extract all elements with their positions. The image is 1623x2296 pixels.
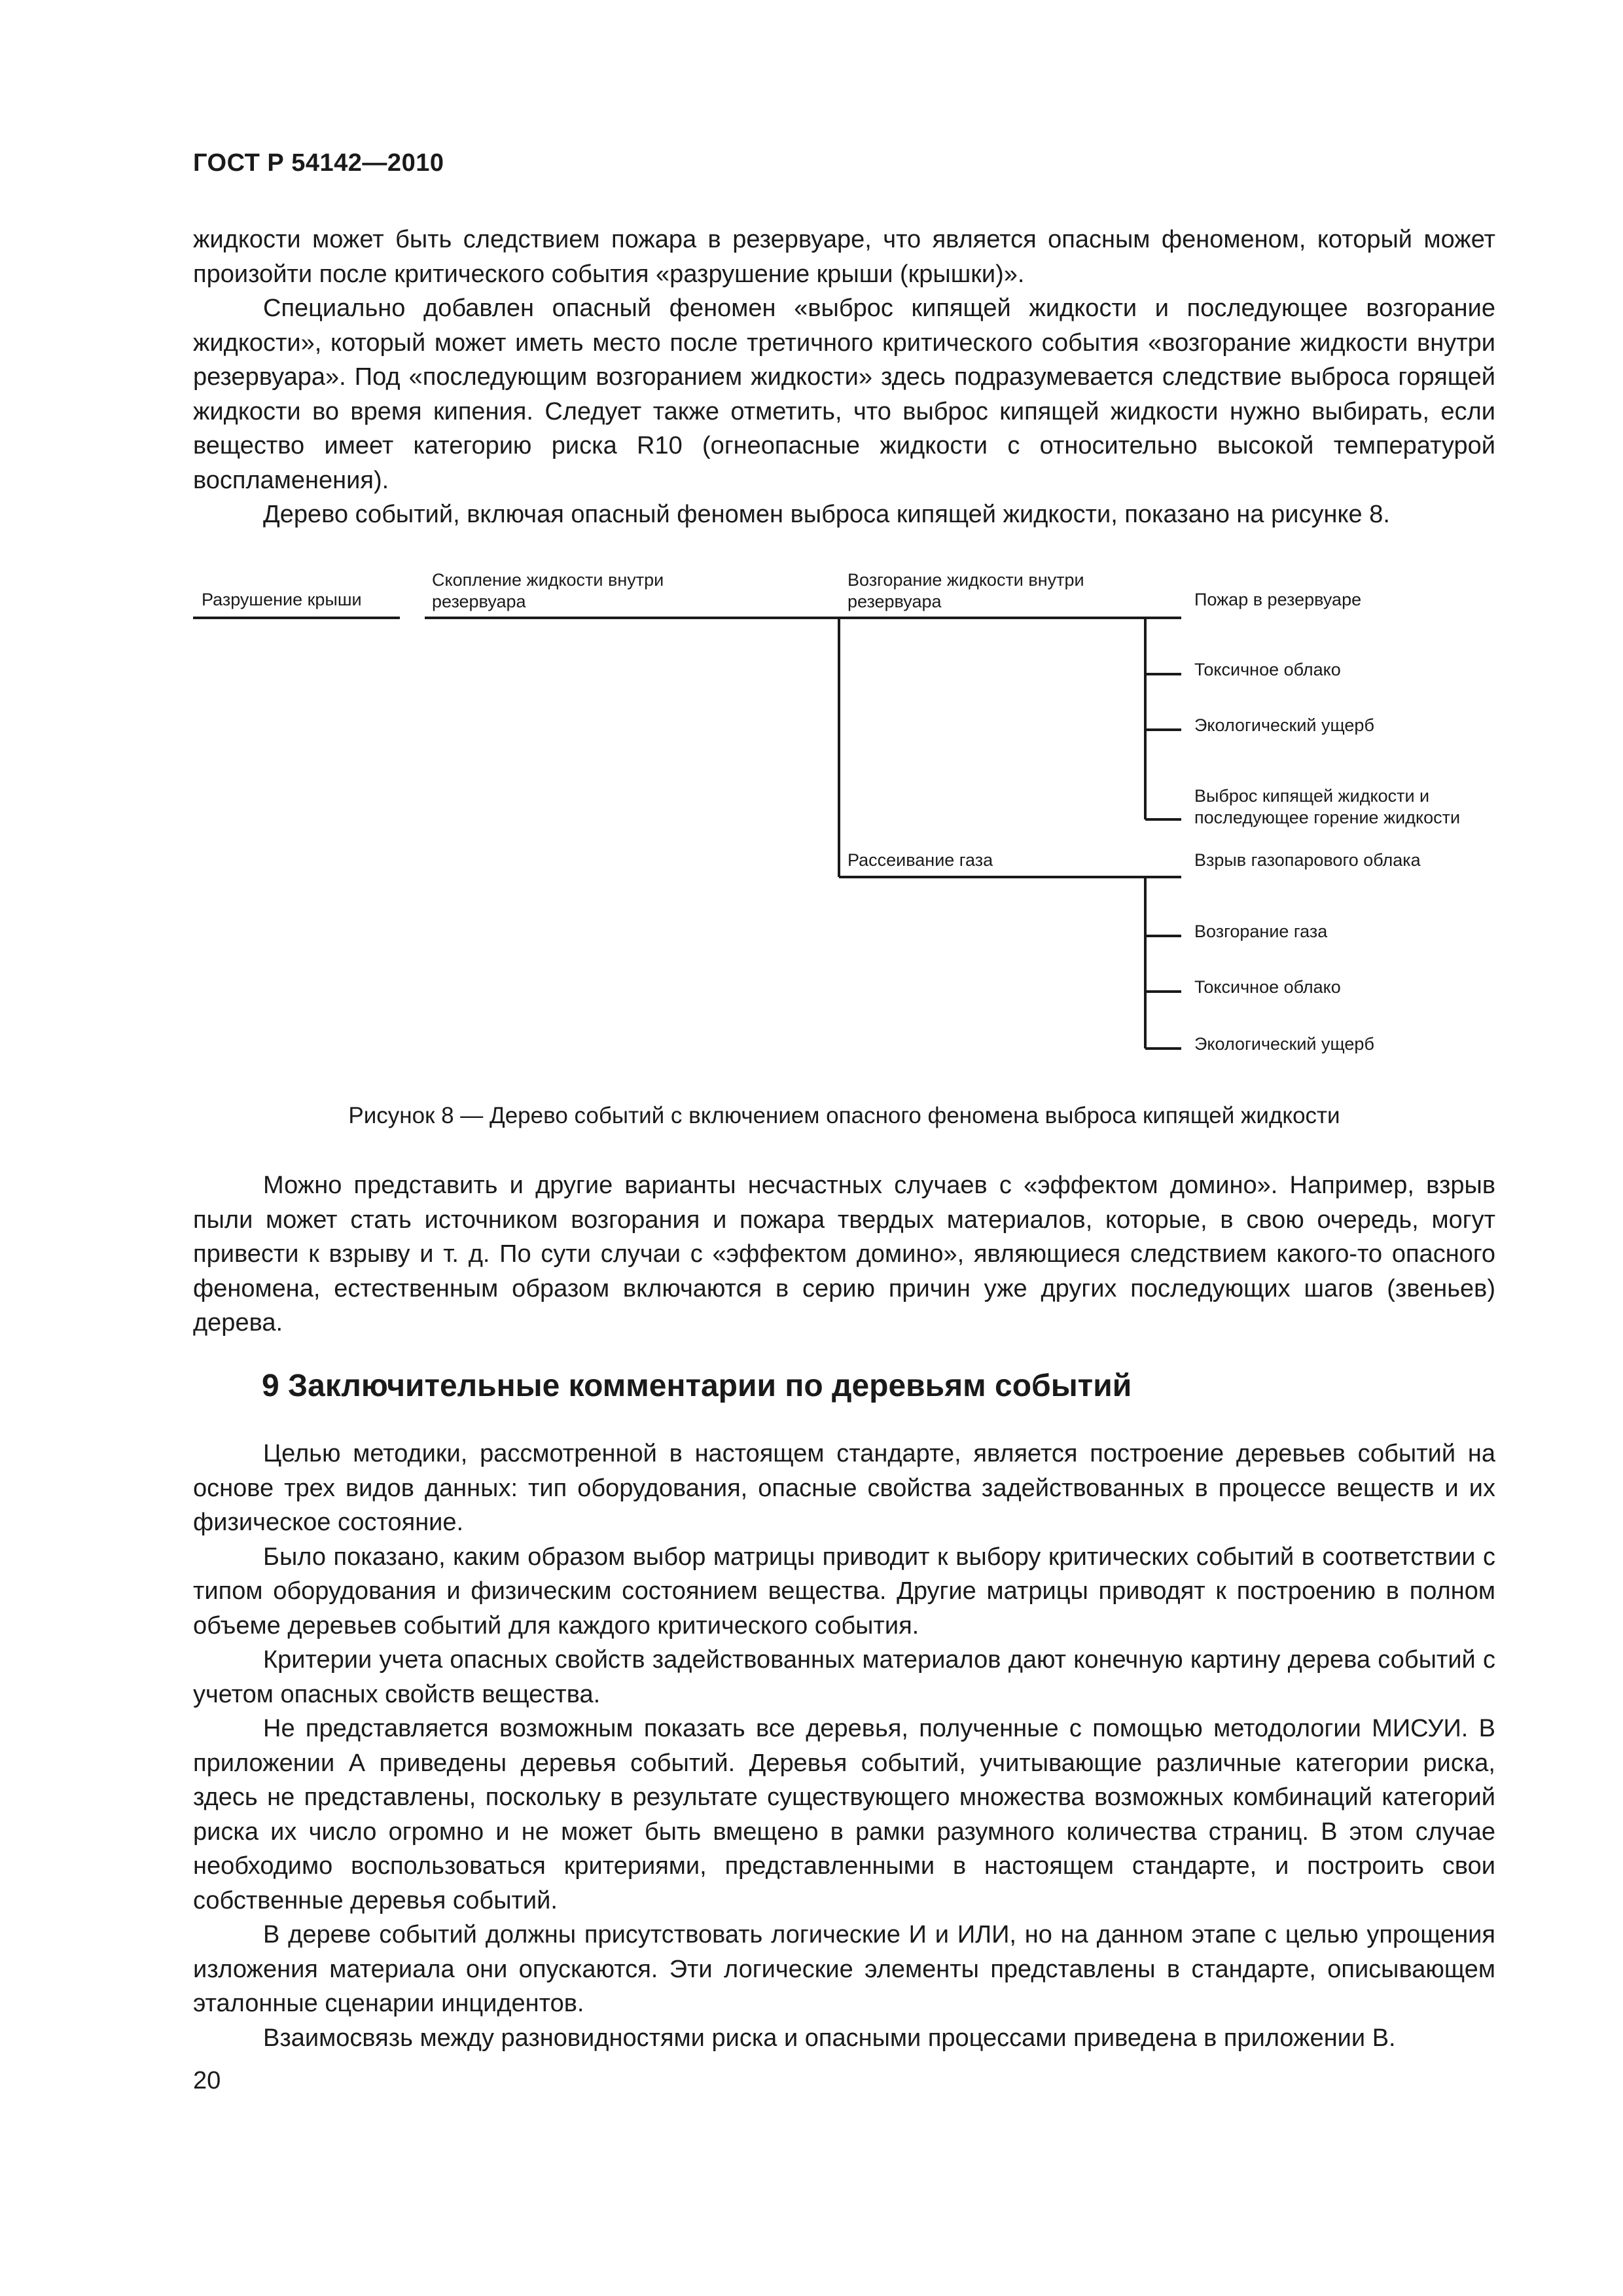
tree-outcome: Токсичное облако bbox=[1194, 660, 1341, 679]
tree-outcome: Выброс кипящей жидкости и последующее горение жидкости bbox=[1194, 786, 1461, 827]
paragraph: Специально добавлен опасный феномен «выброс кипящей жидкости и последующее возгорание жидкости», который может иметь место после третичного критического события «возгорание жидкости внутри резервуара». Под «последующим возгоранием жидкости» здесь подразумевается следствие выброса горящей жидкости во время кипения. Следует также отметить, что выброс кипящей жидкости нужно выбирать, если вещество имеет категорию риска R10 (огнеопасные жидкости с относительно высокой температурой воспламенения). bbox=[193, 295, 1495, 494]
text-block-middle bbox=[193, 1168, 1495, 1340]
page-number: 20 bbox=[193, 2067, 221, 2094]
tree-outcome: Экологический ущерб bbox=[1194, 1034, 1374, 1054]
paragraph: В дереве событий должны присутствовать логические И и ИЛИ, но на данном этапе с целью упрощения изложения материала они опускаются. Эти логические элементы представлены в стандарте, описывающем эталонные сценарии инцидентов. bbox=[193, 1921, 1495, 2017]
paragraph: Дерево событий, включая опасный феномен выброса кипящей жидкости, показано на рисунке 8. bbox=[263, 501, 1390, 528]
tree-outcome: Экологический ущерб bbox=[1194, 715, 1374, 735]
tree-outcome: Токсичное облако bbox=[1194, 977, 1341, 997]
section-title: Заключительные комментарии по деревьям событий bbox=[288, 1369, 1132, 1403]
paragraph: Целью методики, рассмотренной в настоящем стандарте, является построение деревьев событий на основе трех видов данных: тип оборудования, опасные свойства задействованных в процессе веществ и их физическое состояние. bbox=[193, 1440, 1495, 1536]
paragraph: Можно представить и другие варианты несчастных случаев с «эффектом домино». Например, взрыв пыли может стать источником возгорания и пожара твердых материалов, которые, в свою очередь, могут привести к взрыву и т. д. По сути случаи с «эффектом домино», являющиеся следствием какого-то опасного феномена, естественным образом включаются в серию причин уже других последующих шагов (звеньев) дерева. bbox=[193, 1172, 1495, 1336]
event-tree-diagram bbox=[0, 0, 1623, 1100]
figure-caption: Рисунок 8 — Дерево событий с включением опасного феномена выброса кипящей жидкости bbox=[348, 1103, 1340, 1128]
paragraph: Не представляется возможным показать все деревья, полученные с помощью методологии МИСУИ. В приложении А приведены деревья событий. Деревья событий, учитывающие различные категории риска, здесь не представлены, поскольку в результате существующего множества возможных комбинаций категорий риска их число огромно и не может быть вмещено в рамки разумного количества страниц. В этом случае необходимо воспользоваться критериями, представленными в настоящем стандарте, и построить свои собственные деревья событий. bbox=[193, 1715, 1495, 1914]
tree-node-level2: Скопление жидкости внутри резервуара bbox=[432, 570, 664, 611]
section-number: 9 bbox=[262, 1369, 279, 1403]
tree-node-level3-a: Возгорание жидкости внутри резервуара bbox=[847, 570, 1084, 611]
paragraph: Критерии учета опасных свойств задействованных материалов дают конечную картину дерева событий с учетом опасных свойств вещества. bbox=[193, 1646, 1495, 1708]
paragraph: жидкости может быть следствием пожара в резервуаре, что является опасным феноменом, который может произойти после критического события «разрушение крыши (крышки)». bbox=[193, 226, 1495, 288]
text-block-bottom bbox=[193, 1437, 1495, 2055]
section-heading bbox=[262, 1368, 1132, 1404]
tree-outcome: Возгорание газа bbox=[1194, 922, 1328, 941]
tree-outcome: Взрыв газопарового облака bbox=[1194, 850, 1421, 870]
tree-node-level1: Разрушение крыши bbox=[202, 590, 362, 609]
document-header: ГОСТ Р 54142—2010 bbox=[193, 149, 444, 177]
tree-outcome: Пожар в резервуаре bbox=[1194, 590, 1362, 609]
paragraph: Взаимосвязь между разновидностями риска и опасными процессами приведена в приложении В. bbox=[263, 2024, 1396, 2052]
tree-node-level3-b: Рассеивание газа bbox=[847, 850, 993, 870]
paragraph: Было показано, каким образом выбор матрицы приводит к выбору критических событий в соответствии с типом оборудования и физическим состоянием вещества. Другие матрицы приводят к построению в полном объеме деревьев событий для каждого критического события. bbox=[193, 1543, 1495, 1640]
